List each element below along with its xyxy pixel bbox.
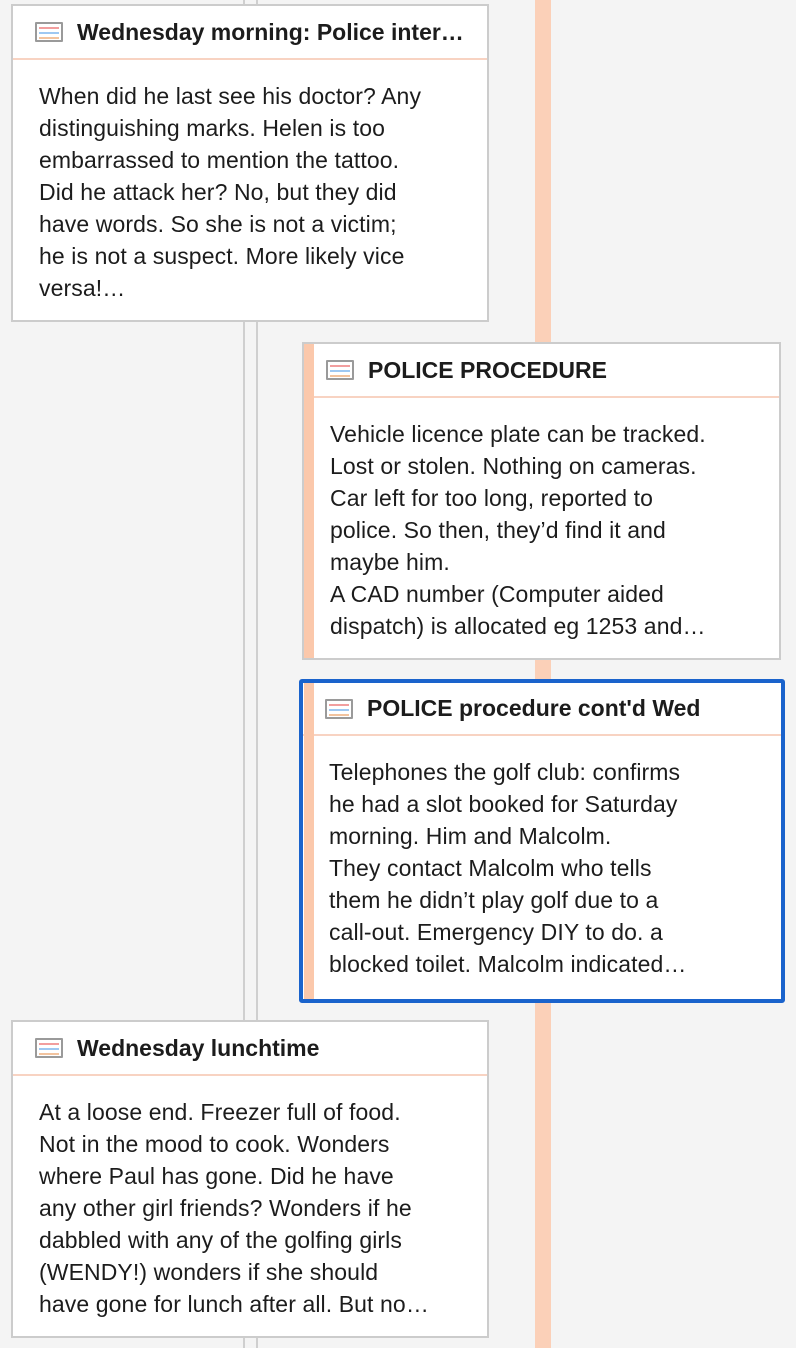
card-text-line: Vehicle licence plate can be tracked.: [330, 421, 706, 447]
card-text-line: distinguishing marks. Helen is too: [39, 115, 386, 141]
card-text-line: At a loose end. Freezer full of food.: [39, 1099, 401, 1125]
card-text-line: have gone for lunch after all. But no…: [39, 1291, 429, 1317]
card-text-line: embarrassed to mention the tattoo.: [39, 147, 400, 173]
card-text-line: Telephones the golf club: confirms: [329, 759, 681, 785]
card-text-line: dispatch) is allocated eg 1253 and…: [330, 613, 706, 639]
note-card-selected[interactable]: [299, 679, 785, 1003]
timeline-accent-track: [535, 0, 551, 1348]
card-body: [303, 736, 781, 980]
note-card[interactable]: [11, 4, 489, 322]
card-text-line: dabbled with any of the golfing girls: [39, 1227, 402, 1253]
card-header: [13, 6, 487, 60]
card-text-line: Not in the mood to cook. Wonders: [39, 1131, 390, 1157]
card-color-stripe: [304, 683, 314, 999]
card-text-line: have words. So she is not a victim;: [39, 211, 397, 237]
document-icon: [35, 1038, 63, 1058]
card-title: POLICE procedure cont'd Wed: [367, 695, 701, 721]
document-icon: [35, 22, 63, 42]
card-text-line: police. So then, they’d find it and: [330, 517, 666, 543]
card-header: [304, 344, 779, 398]
card-title: Wednesday lunchtime: [77, 1034, 320, 1061]
card-text-line: where Paul has gone. Did he have: [39, 1163, 394, 1189]
card-title: Wednesday morning: Police inter…: [77, 18, 464, 45]
card-text-line: maybe him.: [330, 549, 450, 575]
card-text-line: A CAD number (Computer aided: [330, 581, 664, 607]
card-text-line: morning. Him and Malcolm.: [329, 823, 612, 849]
card-text-line: them he didn’t play golf due to a: [329, 887, 659, 913]
card-body: [13, 60, 487, 304]
card-header: [303, 683, 781, 736]
card-text-line: When did he last see his doctor? Any: [39, 83, 422, 109]
card-text-line: he is not a suspect. More likely vice: [39, 243, 405, 269]
card-text-line: They contact Malcolm who tells: [329, 855, 652, 881]
card-text-line: blocked toilet. Malcolm indicated…: [329, 951, 687, 977]
card-text-line: he had a slot booked for Saturday: [329, 791, 678, 817]
card-text-line: any other girl friends? Wonders if he: [39, 1195, 412, 1221]
card-body: [304, 398, 779, 642]
card-body: [13, 1076, 487, 1320]
document-icon: [326, 360, 354, 380]
card-text-line: Lost or stolen. Nothing on cameras.: [330, 453, 697, 479]
card-text-line: (WENDY!) wonders if she should: [39, 1259, 379, 1285]
note-card[interactable]: [11, 1020, 489, 1338]
note-card[interactable]: [302, 342, 781, 660]
card-header: [13, 1022, 487, 1076]
card-title: POLICE PROCEDURE: [368, 356, 607, 383]
card-color-stripe: [304, 344, 314, 658]
card-text-line: Car left for too long, reported to: [330, 485, 654, 511]
card-text-line: versa!…: [39, 275, 126, 301]
card-text-line: Did he attack her? No, but they did: [39, 179, 397, 205]
document-icon: [325, 699, 353, 719]
card-text-line: call-out. Emergency DIY to do. a: [329, 919, 663, 945]
